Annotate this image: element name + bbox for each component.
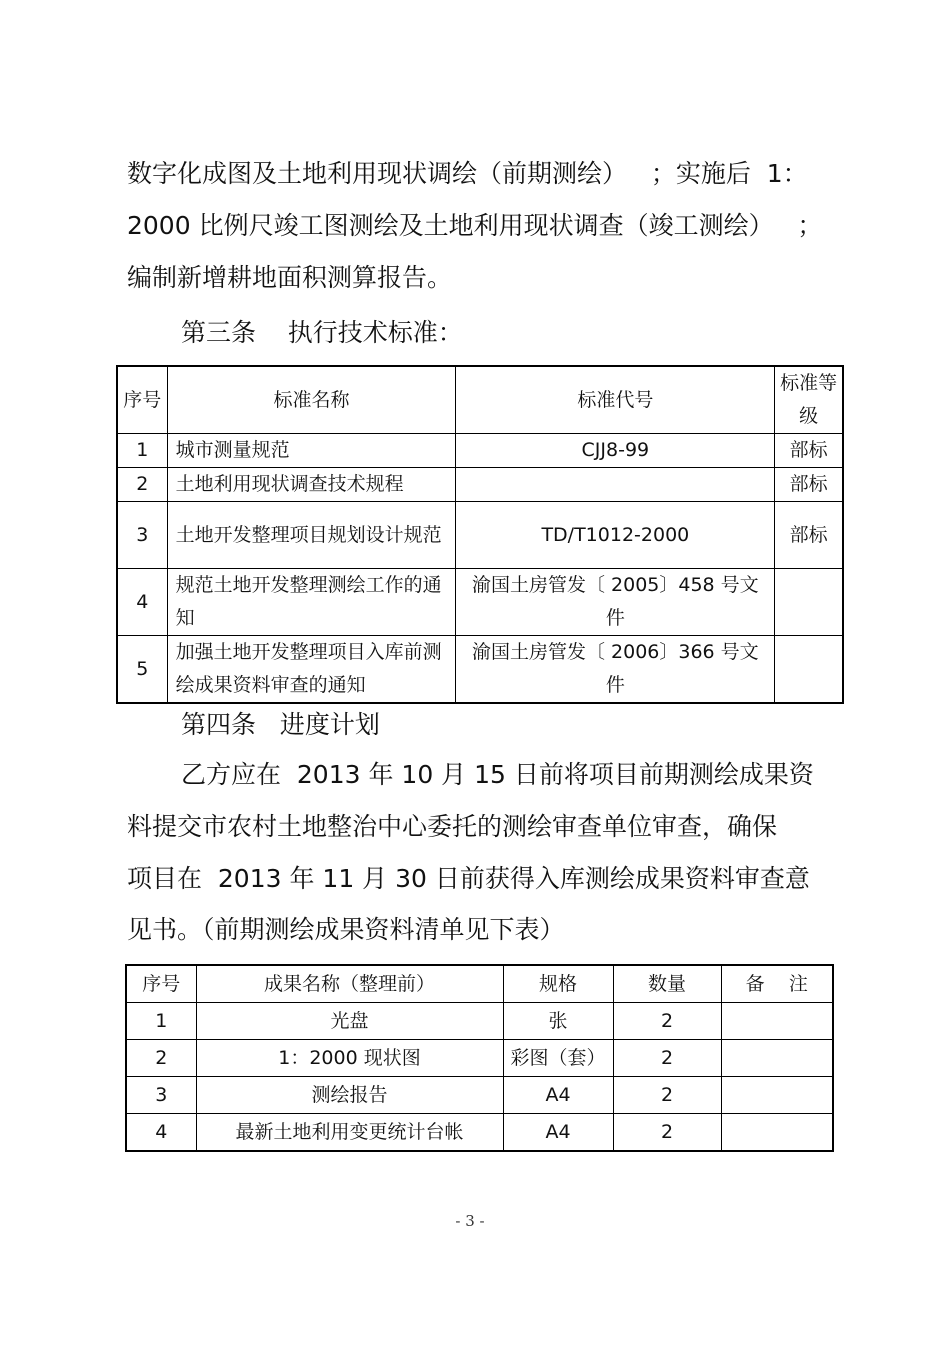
standard-level: 部标: [775, 502, 843, 569]
row-number: 1: [117, 434, 167, 468]
result-note: [721, 1077, 833, 1114]
row-number: 4: [126, 1114, 196, 1152]
standard-code: 渝国土房管发〔 2006〕366 号文件: [456, 636, 775, 704]
result-spec: A4: [503, 1077, 613, 1114]
intro-line-2: 2000 比例尺竣工图测绘及土地利用现状调查（竣工测绘） ；: [127, 211, 823, 240]
result-qty: 2: [613, 1077, 721, 1114]
header-cell: 标准名称: [167, 366, 456, 434]
header-cell: 数量: [613, 965, 721, 1003]
standard-code: TD/T1012-2000: [456, 502, 775, 569]
header-cell: 标准代号: [456, 366, 775, 434]
section-3-title: 第三条 执行技术标准：: [181, 318, 463, 347]
intro-line-1: 数字化成图及土地利用现状调绘（前期测绘） ；实施后 1：: [127, 159, 808, 188]
standard-level: 部标: [775, 434, 843, 468]
header-cell: 序号: [117, 366, 167, 434]
row-number: 4: [117, 569, 167, 636]
table-row: [117, 468, 843, 502]
table-row: [126, 1003, 833, 1040]
section-4-line-4: 见书。（前期测绘成果资料清单见下表）: [127, 915, 565, 944]
table-row: [117, 434, 843, 468]
standard-level: 部标: [775, 468, 843, 502]
row-number: 2: [126, 1040, 196, 1077]
header-cell: 成果名称（整理前）: [196, 965, 503, 1003]
result-name: 测绘报告: [196, 1077, 503, 1114]
standard-name: 加强土地开发整理项目入库前测绘成果资料审查的通知: [167, 636, 456, 704]
header-cell: 标准等级: [775, 366, 843, 434]
header-cell: 序号: [126, 965, 196, 1003]
table-header-row: [117, 366, 843, 434]
standard-level: [775, 636, 843, 704]
result-note: [721, 1040, 833, 1077]
table-row: [117, 502, 843, 569]
result-spec: 彩图（套）: [503, 1040, 613, 1077]
results-table: [125, 964, 834, 1152]
result-qty: 2: [613, 1040, 721, 1077]
standard-level: [775, 569, 843, 636]
row-number: 5: [117, 636, 167, 704]
table-row: [117, 636, 843, 704]
result-name: 最新土地利用变更统计台帐: [196, 1114, 503, 1152]
row-number: 2: [117, 468, 167, 502]
intro-line-3: 编制新增耕地面积测算报告。: [127, 263, 453, 292]
result-qty: 2: [613, 1003, 721, 1040]
table-header-row: [126, 965, 833, 1003]
section-4-title: 第四条 进度计划: [181, 710, 380, 739]
row-number: 3: [117, 502, 167, 569]
row-number: 3: [126, 1077, 196, 1114]
standard-code: CJJ8-99: [456, 434, 775, 468]
standard-name: 城市测量规范: [167, 434, 456, 468]
page-number: - 3 -: [455, 1212, 485, 1230]
result-name: 光盘: [196, 1003, 503, 1040]
section-4-line-1: 乙方应在 2013 年 10 月 15 日前将项目前期测绘成果资: [181, 760, 814, 789]
standard-name: 土地开发整理项目规划设计规范: [167, 502, 456, 569]
table-row: [126, 1077, 833, 1114]
standard-code: 渝国土房管发〔 2005〕458 号文件: [456, 569, 775, 636]
standard-name: 土地利用现状调查技术规程: [167, 468, 456, 502]
result-spec: A4: [503, 1114, 613, 1152]
standard-code: [456, 468, 775, 502]
header-cell: 备 注: [721, 965, 833, 1003]
standards-table: [116, 365, 844, 704]
standard-name: 规范土地开发整理测绘工作的通知: [167, 569, 456, 636]
table-row: [126, 1040, 833, 1077]
section-4-line-3: 项目在 2013 年 11 月 30 日前获得入库测绘成果资料审查意: [127, 864, 810, 893]
header-cell: 规格: [503, 965, 613, 1003]
section-4-line-2: 料提交市农村土地整治中心委托的测绘审查单位审查，确保: [127, 812, 778, 841]
result-note: [721, 1003, 833, 1040]
result-name: 1：2000 现状图: [196, 1040, 503, 1077]
table-row: [126, 1114, 833, 1152]
result-note: [721, 1114, 833, 1152]
row-number: 1: [126, 1003, 196, 1040]
result-spec: 张: [503, 1003, 613, 1040]
table-row: [117, 569, 843, 636]
result-qty: 2: [613, 1114, 721, 1152]
